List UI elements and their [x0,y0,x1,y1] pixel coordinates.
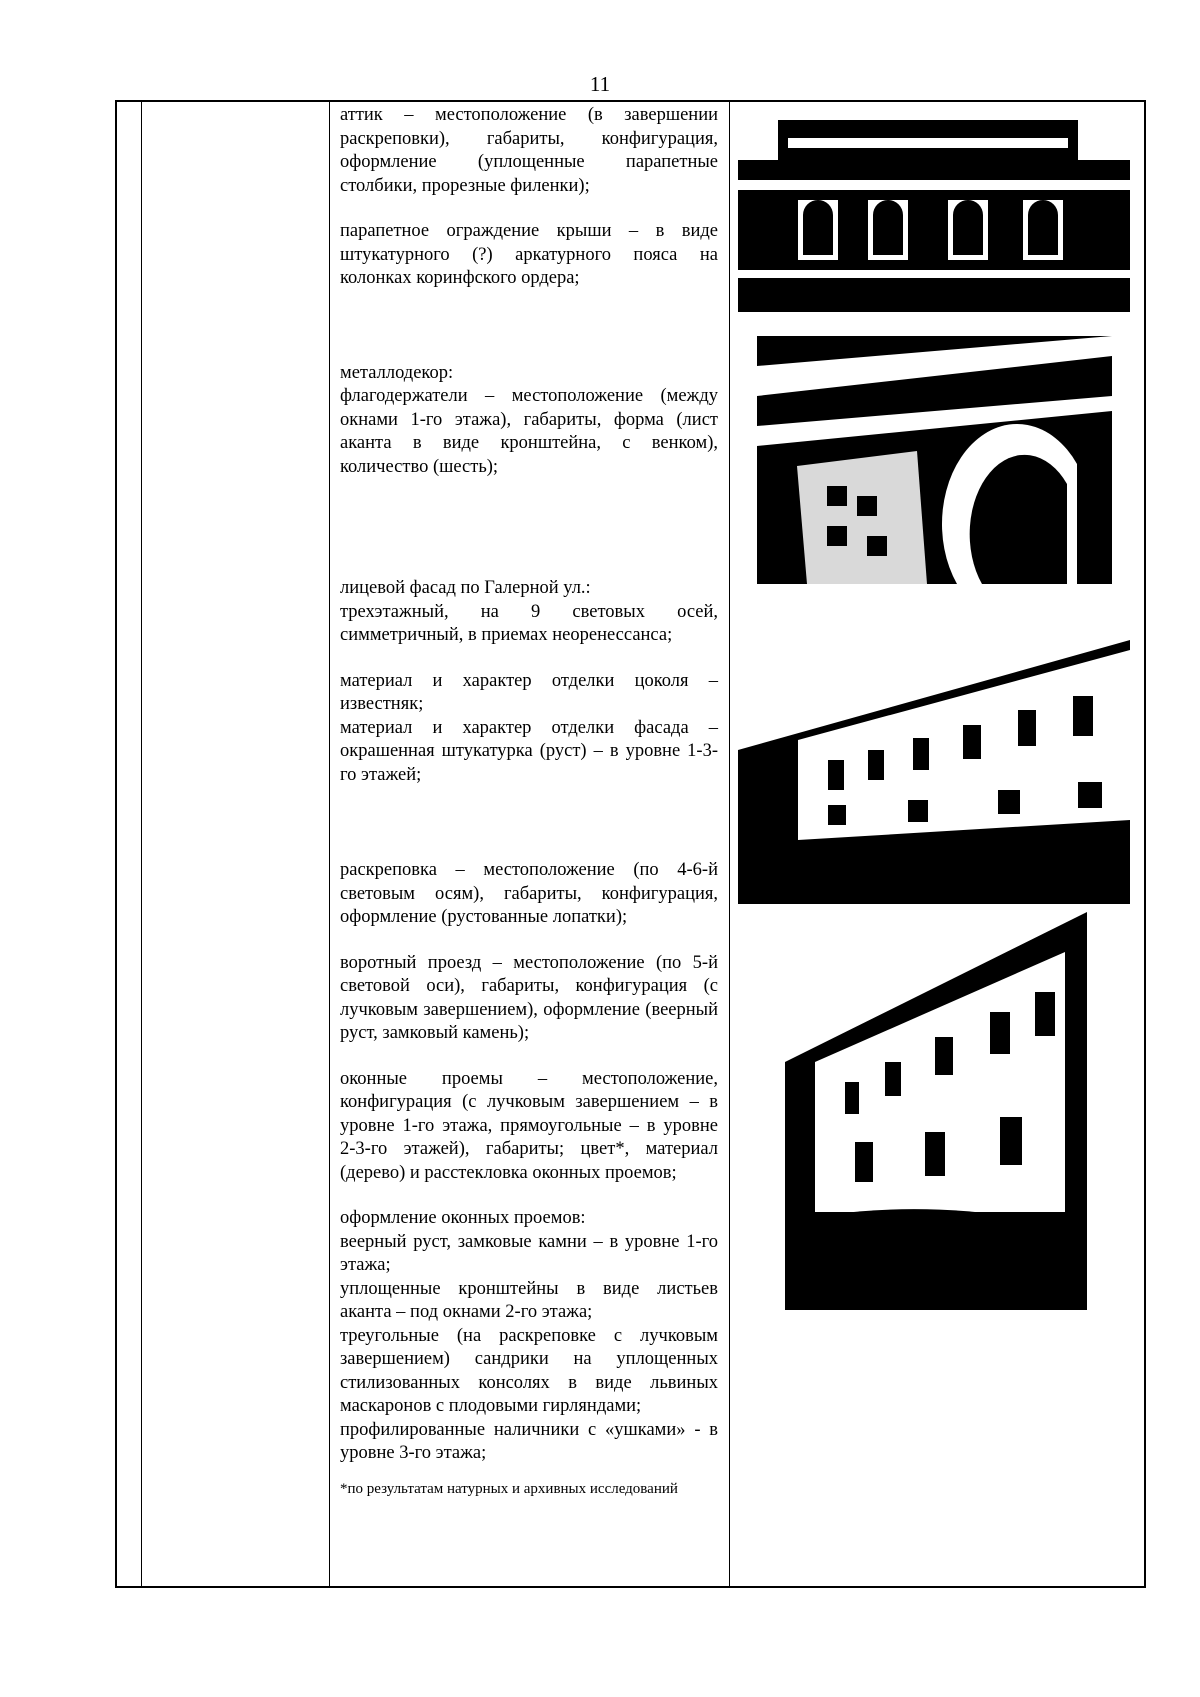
metal-decor-photo [757,336,1112,584]
flag-holders-paragraph: флагодержатели – местоположение (между окнами 1-го этажа), габариты, форма (лист аканта в виде кронштейна, с венком), количество (шесть); [340,386,718,477]
description-cell [340,104,718,1498]
parapet-paragraph: парапетное ограждение крыши – в виде штукатурного (?) аркатурного пояса на колонках коринфского ордера; [340,221,718,288]
plinth-paragraph: материал и характер отделки цоколя – известняк; [340,670,718,714]
metal-decor-heading: металлодекор: [340,362,454,383]
page-number: 11 [589,72,611,96]
attic-paragraph: аттик – местоположение (в завершении раскреповки), габариты, конфигурация, оформление (уплощенные парапетные столбики, прорезные филенки); [340,105,718,196]
facade-paragraph: трехэтажный, на 9 световых осей, симметричный, в приемах неоренессанса; [340,601,718,645]
window-decor-line-4: профилированные наличники с «ушками» - в уровне 3-го этажа; [340,1419,718,1463]
window-decor-heading: оформление оконных проемов: [340,1208,586,1228]
window-openings-paragraph: оконные проемы – местоположение, конфигурация (с лучковым завершением – в уровне 1-го этажа, прямоугольные – в уровне 2-3-го этажей), габариты; цвет*, материал (дерево) и расстекловка оконных проемов; [340,1068,718,1183]
gateway-paragraph: воротный проезд – местоположение (по 5-й световой оси), габариты, конфигурация (с лучковым завершением), оформление (веерный руст, замковый камень); [340,952,718,1043]
facade-photo-1 [738,610,1130,904]
facade-photo-2 [785,912,1087,1310]
facade-heading: лицевой фасад по Галерной ул.: [340,578,591,598]
window-decor-line-2: уплощенные кронштейны в виде листьев аканта – под окнами 2-го этажа; [340,1278,718,1322]
attic-photo [738,120,1130,312]
footnote: *по результатам натурных и архивных исследований [340,1480,678,1497]
window-decor-line-1: веерный руст, замковые камни – в уровне 1-го этажа; [340,1231,718,1275]
facade-finish-paragraph: материал и характер отделки фасада – окрашенная штукатурка (руст) – в уровне 1-3-го этажей; [340,717,718,785]
table-divider-2 [329,102,330,1586]
window-decor-line-3: треугольные (на раскреповке с лучковым завершением) сандрики на уплощенных стилизованных консолях в виде львиных маскаронов с плодовыми гирляндами; [340,1325,718,1416]
table-divider-3 [729,102,730,1586]
projection-paragraph: раскреповка – местоположение (по 4-6-й световым осям), габариты, конфигурация, оформление (рустованные лопатки); [340,860,718,927]
table-divider-1 [141,102,142,1586]
